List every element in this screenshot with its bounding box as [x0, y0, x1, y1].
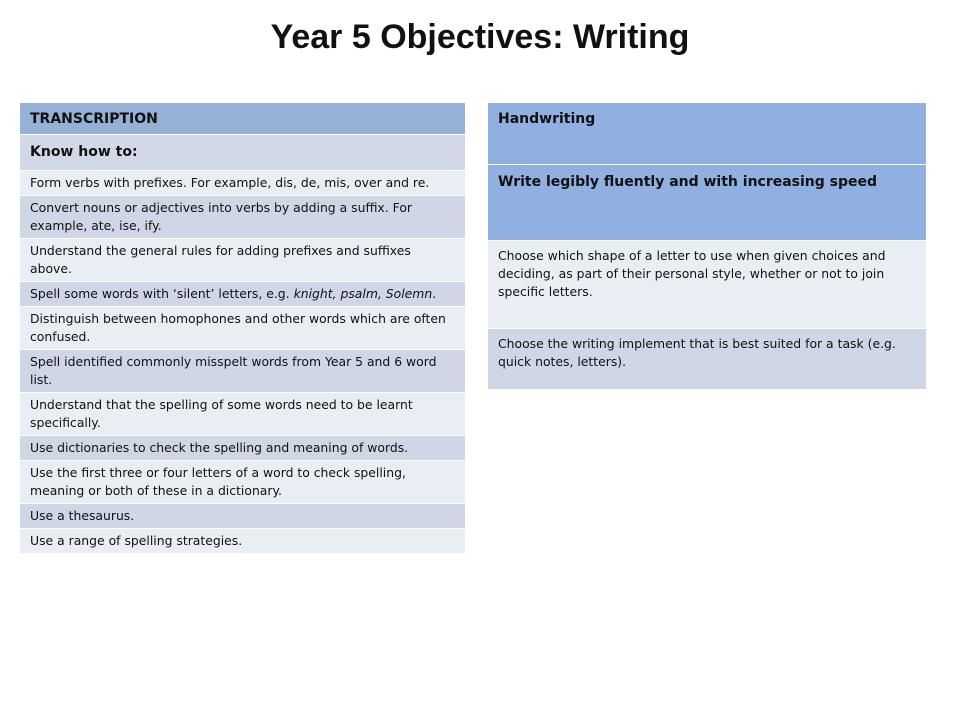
table-row: Use a thesaurus. — [20, 504, 466, 529]
page-title: Year 5 Objectives: Writing — [270, 18, 690, 56]
table-row: Use dictionaries to check the spelling and meaning of words. — [20, 436, 466, 461]
table-row — [20, 282, 466, 307]
table-row: Distinguish between homophones and other words which are often confused. — [20, 307, 466, 350]
handwriting-subheader: Write legibly fluently and with increasing speed — [488, 165, 927, 241]
table-row: Choose which shape of a letter to use when given choices and deciding, as part of their personal style, whether or not to join specific letters. — [488, 241, 927, 329]
table-row: Spell identified commonly misspelt words from Year 5 and 6 word list. — [20, 350, 466, 393]
handwriting-header: Handwriting — [488, 103, 927, 165]
table-row: Understand that the spelling of some words need to be learnt specifically. — [20, 393, 466, 436]
example-words: knight, psalm, Solemn — [293, 286, 433, 301]
table-row: Understand the general rules for adding prefixes and suffixes above. — [20, 239, 466, 282]
row-text-end: . — [432, 286, 437, 301]
handwriting-table — [487, 102, 927, 390]
table-row: Use the first three or four letters of a word to check spelling, meaning or both of these in a dictionary. — [20, 461, 466, 504]
table-row: Choose the writing implement that is best suited for a task (e.g. quick notes, letters). — [488, 329, 927, 390]
table-row: Use a range of spelling strategies. — [20, 529, 466, 554]
know-how-to-subheader: Know how to: — [20, 135, 466, 171]
transcription-table — [19, 102, 466, 554]
table-row: Form verbs with prefixes. For example, dis, de, mis, over and re. — [20, 171, 466, 196]
table-row: Convert nouns or adjectives into verbs by adding a suffix. For example, ate, ise, ify. — [20, 196, 466, 239]
transcription-header: TRANSCRIPTION — [20, 103, 466, 135]
row-text: Spell some words with ‘silent’ letters, e.g. — [30, 286, 294, 301]
